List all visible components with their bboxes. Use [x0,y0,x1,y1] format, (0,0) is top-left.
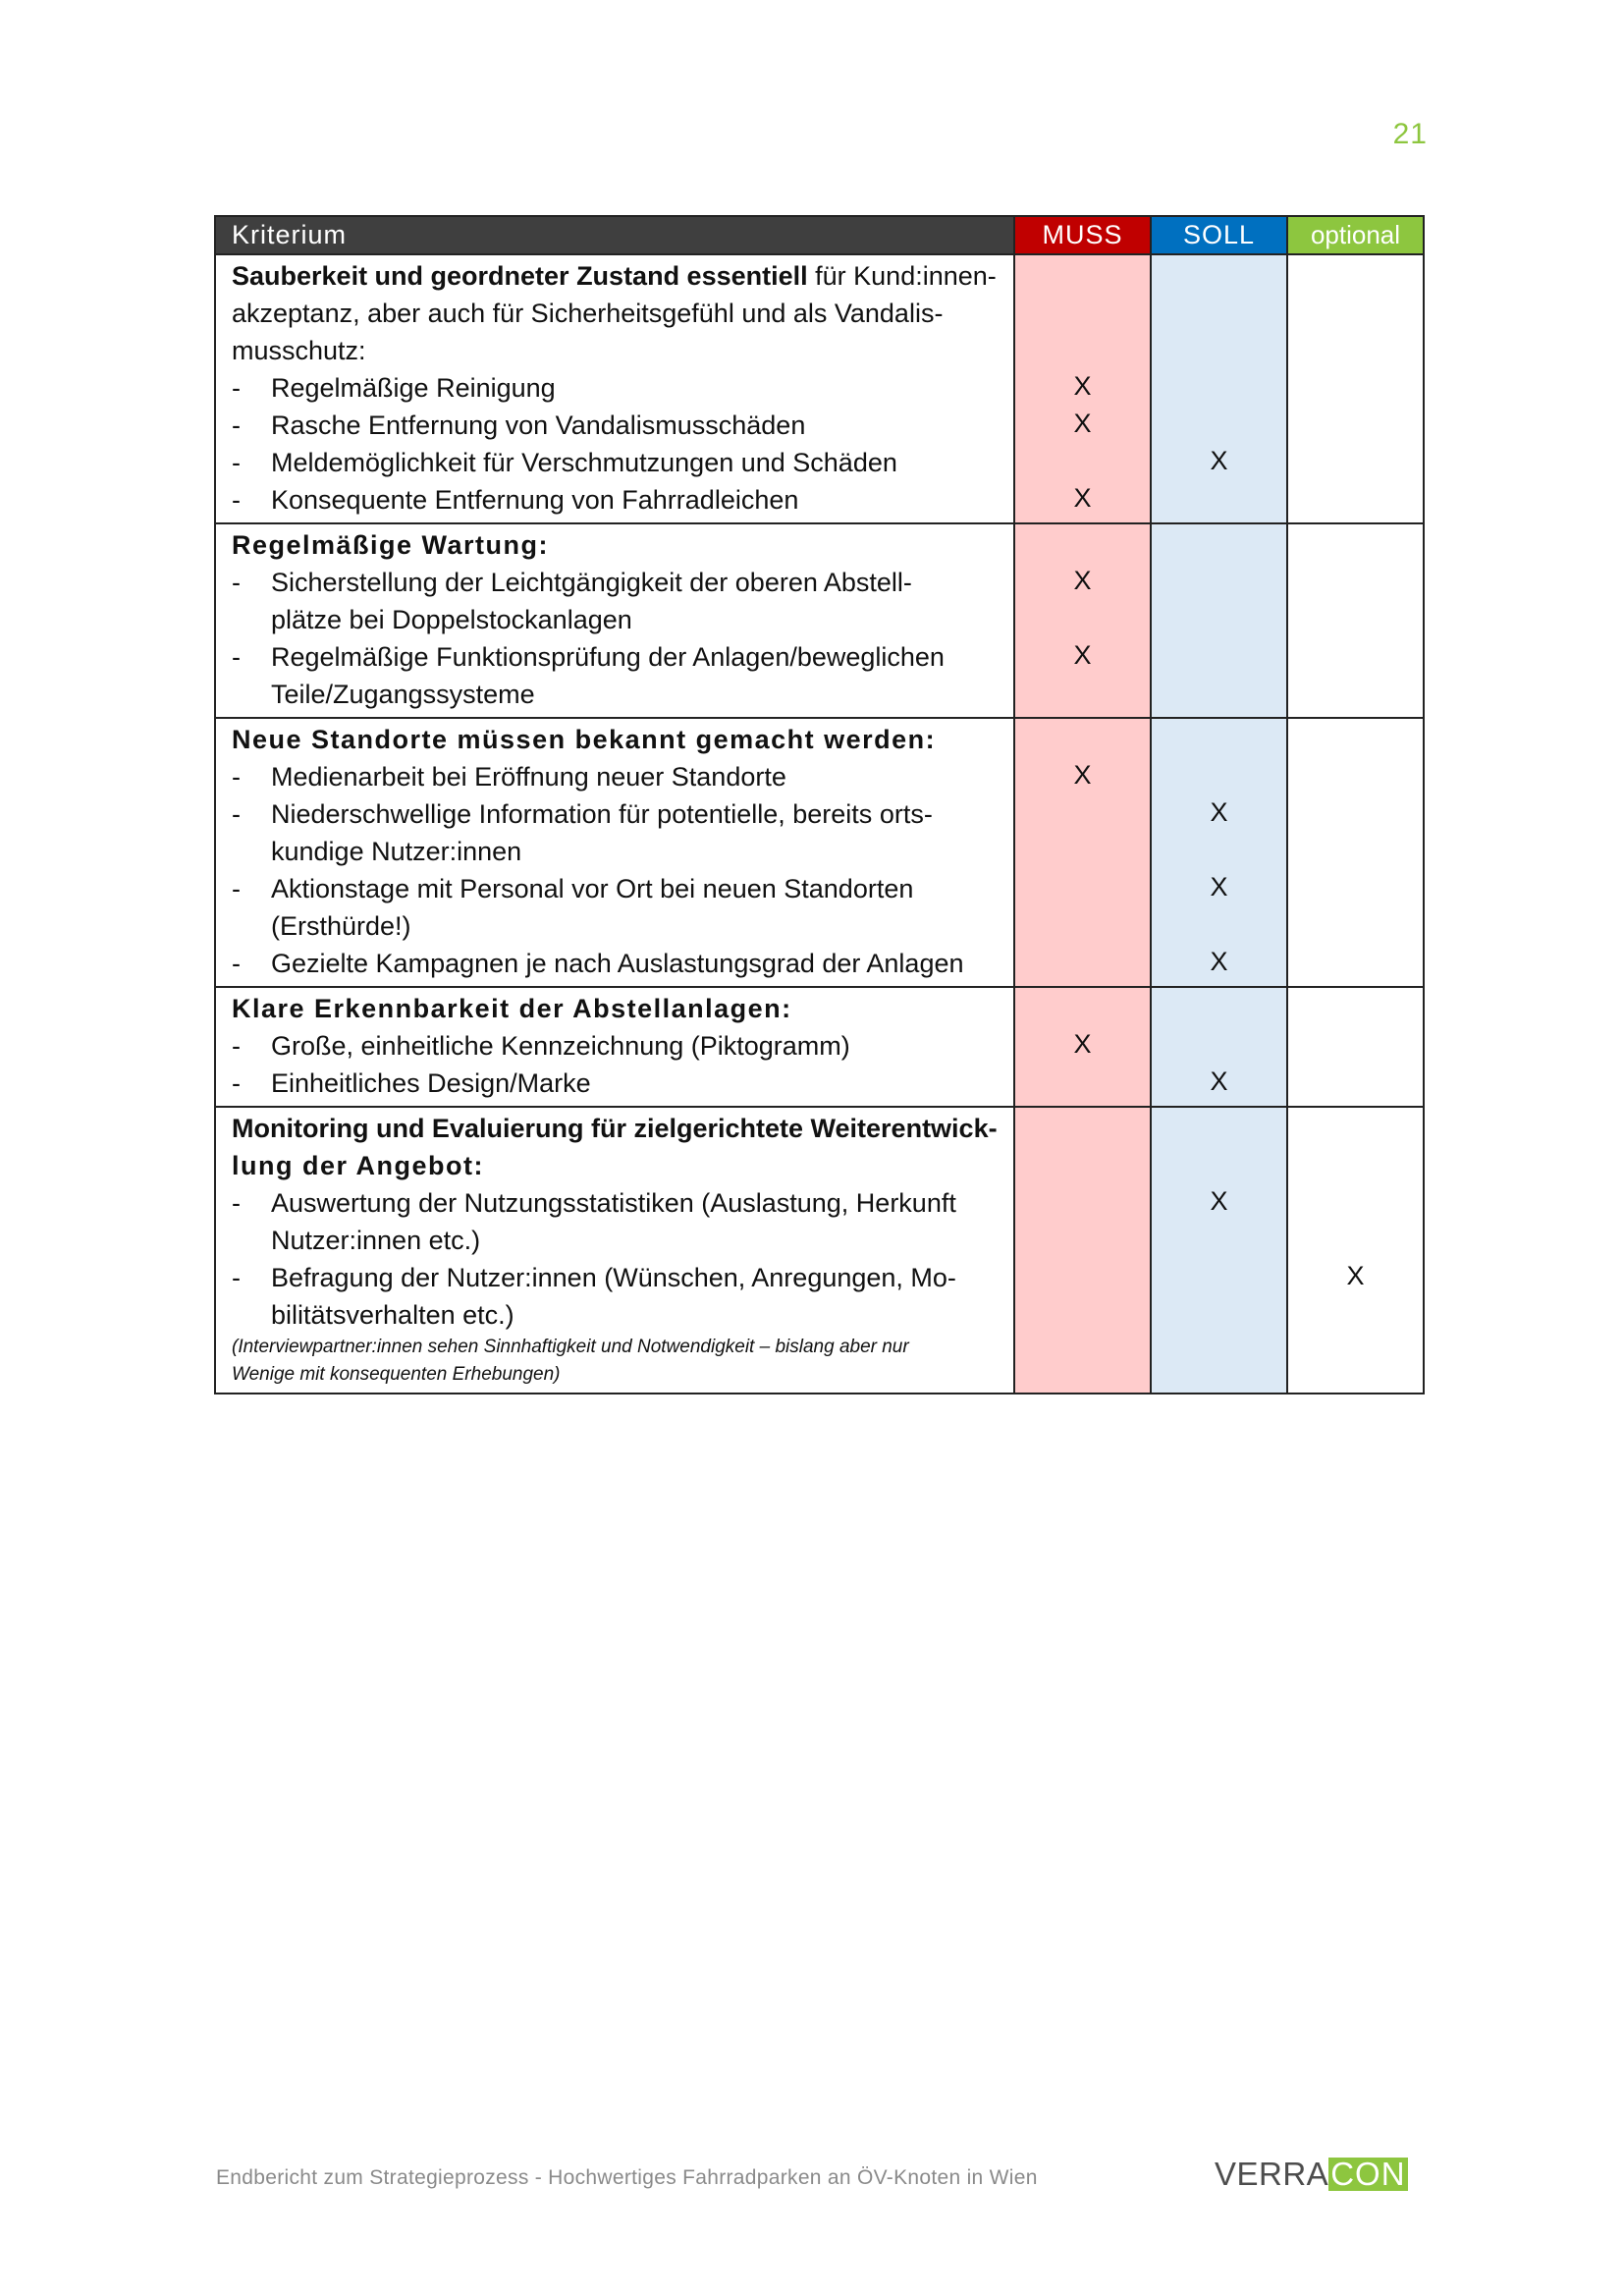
dash-bullet-icon: - [232,448,241,477]
criterion-heading-rest: für Kund:innen- [807,261,997,291]
muss-mark [1015,674,1150,711]
soll-mark [1152,1145,1286,1182]
soll-mark [1152,367,1286,405]
criterion-cell [215,987,1014,1107]
optional-mark [1288,1359,1423,1387]
muss-mark: X [1073,483,1092,513]
criterion-heading: lung der Angebot: [232,1151,484,1180]
muss-cell [1014,254,1151,523]
soll-mark [1152,293,1286,330]
bullet-item [232,1065,1001,1102]
soll-cell [1151,254,1287,523]
bullet-text: Meldemöglichkeit für Verschmutzungen und Schäden [271,448,897,477]
bullet-item [232,638,1001,676]
dash-bullet-icon: - [232,1188,241,1218]
optional-mark [1288,868,1423,905]
table-row [215,1107,1424,1394]
criteria-table [214,215,1425,1394]
optional-mark [1288,1332,1423,1359]
header-optional: optional [1287,216,1424,254]
bullet-item [232,758,1001,795]
muss-mark [1015,599,1150,636]
bullet-text: Befragung der Nutzer:innen (Wünschen, Anregungen, Mo- [271,1263,956,1292]
dash-bullet-icon: - [232,568,241,597]
bullet-item [232,564,1001,601]
optional-mark [1288,1063,1423,1100]
soll-mark [1152,674,1286,711]
footnote-text: Wenige mit konsequenten Erhebungen) [232,1364,561,1385]
optional-mark: X [1346,1261,1365,1290]
optional-mark [1288,405,1423,442]
muss-mark [1015,442,1150,479]
muss-mark [1015,943,1150,980]
muss-mark: X [1073,1029,1092,1059]
criterion-cell [215,254,1014,523]
optional-mark [1288,479,1423,517]
soll-mark [1152,1108,1286,1145]
optional-mark [1288,1025,1423,1063]
muss-mark [1015,330,1150,367]
dash-bullet-icon: - [232,874,241,903]
dash-bullet-icon: - [232,799,241,829]
soll-mark [1152,599,1286,636]
dash-bullet-icon: - [232,410,241,440]
dash-bullet-icon: - [232,642,241,672]
bullet-continuation: Teile/Zugangssysteme [271,680,535,709]
muss-mark [1015,524,1150,562]
optional-mark [1288,674,1423,711]
soll-mark [1152,1332,1286,1359]
bullet-continuation: (Ersthürde!) [271,911,411,941]
optional-mark [1288,756,1423,793]
optional-cell [1287,987,1424,1107]
footnote-text: (Interviewpartner:innen sehen Sinnhaftigkeit und Notwendigkeit – bislang aber nur [232,1337,909,1357]
optional-mark [1288,636,1423,674]
table-row [215,523,1424,718]
soll-cell [1151,1107,1287,1394]
optional-mark [1288,1294,1423,1332]
bullet-item [232,1259,1001,1296]
criterion-heading [232,257,1001,295]
dash-bullet-icon: - [232,485,241,515]
optional-mark [1288,988,1423,1025]
soll-mark [1152,255,1286,293]
table-row [215,254,1424,523]
logo-con: CON [1330,2156,1406,2192]
table-row [215,987,1424,1107]
optional-mark [1288,1108,1423,1145]
dash-bullet-icon: - [232,1031,241,1061]
soll-mark: X [1210,797,1228,827]
optional-mark [1288,831,1423,868]
bullet-text: Medienarbeit bei Eröffnung neuer Standorte [271,762,786,792]
optional-mark [1288,524,1423,562]
soll-mark [1152,719,1286,756]
muss-mark: X [1073,371,1092,401]
optional-cell [1287,523,1424,718]
table-header-row [215,216,1424,254]
bullet-item [232,1184,1001,1222]
muss-mark: X [1073,566,1092,595]
optional-mark [1288,793,1423,831]
soll-mark: X [1210,872,1228,902]
dash-bullet-icon: - [232,1263,241,1292]
muss-mark [1015,1294,1150,1332]
bullet-item [232,481,1001,519]
soll-mark [1152,988,1286,1025]
soll-mark [1152,1294,1286,1332]
muss-mark [1015,1332,1150,1359]
criterion-heading: Regelmäßige Wartung: [232,530,550,560]
bullet-text: Auswertung der Nutzungsstatistiken (Auslastung, Herkunft [271,1188,956,1218]
criterion-cell [215,1107,1014,1394]
footer-text: Endbericht zum Strategieprozess - Hochwertiges Fahrradparken an ÖV-Knoten in Wien [216,2166,1038,2189]
bullet-item [232,870,1001,907]
header-muss: MUSS [1014,216,1151,254]
bullet-text: Regelmäßige Funktionsprüfung der Anlagen/beweglichen [271,642,945,672]
soll-mark [1152,405,1286,442]
bullet-item [232,407,1001,444]
muss-mark [1015,1108,1150,1145]
criterion-heading [232,1110,1001,1147]
bullet-text: Sicherstellung der Leichtgängigkeit der oberen Abstell- [271,568,912,597]
muss-mark [1015,1220,1150,1257]
optional-cell [1287,254,1424,523]
muss-mark [1015,988,1150,1025]
header-soll: SOLL [1151,216,1287,254]
bullet-continuation: Nutzer:innen etc.) [271,1226,481,1255]
bullet-text: Rasche Entfernung von Vandalismusschäden [271,410,806,440]
muss-cell [1014,718,1151,987]
optional-mark [1288,330,1423,367]
muss-mark [1015,1257,1150,1294]
optional-mark [1288,719,1423,756]
bullet-continuation: plätze bei Doppelstockanlagen [271,605,632,634]
criterion-text: musschutz: [232,336,366,365]
muss-cell [1014,1107,1151,1394]
criterion-cell [215,523,1014,718]
soll-mark [1152,905,1286,943]
soll-mark [1152,524,1286,562]
optional-mark [1288,293,1423,330]
soll-cell [1151,718,1287,987]
soll-mark [1152,479,1286,517]
optional-mark [1288,562,1423,599]
muss-mark [1015,719,1150,756]
muss-mark [1015,255,1150,293]
muss-mark: X [1073,760,1092,790]
logo-verra: VERRA [1215,2156,1329,2192]
optional-mark [1288,255,1423,293]
optional-mark [1288,1220,1423,1257]
bullet-text: Einheitliches Design/Marke [271,1068,591,1098]
dash-bullet-icon: - [232,762,241,792]
bullet-item [232,795,1001,833]
table-row [215,718,1424,987]
muss-mark [1015,868,1150,905]
bullet-text: Niederschwellige Information für potentielle, bereits orts- [271,799,933,829]
optional-mark [1288,442,1423,479]
soll-mark: X [1210,1186,1228,1216]
soll-mark: X [1210,947,1228,976]
soll-mark [1152,562,1286,599]
bullet-item [232,1027,1001,1065]
optional-cell [1287,718,1424,987]
muss-cell [1014,987,1151,1107]
bullet-item [232,945,1001,982]
criterion-heading-bold: Monitoring und Evaluierung für zielgerichtete Weiterentwick- [232,1114,998,1143]
optional-mark [1288,599,1423,636]
criterion-heading: Neue Standorte müssen bekannt gemacht werden: [232,725,937,754]
dash-bullet-icon: - [232,373,241,403]
soll-mark: X [1210,446,1228,475]
optional-cell [1287,1107,1424,1394]
optional-mark [1288,1182,1423,1220]
soll-cell [1151,987,1287,1107]
bullet-continuation: kundige Nutzer:innen [271,837,522,866]
muss-mark: X [1073,409,1092,438]
bullet-text: Konsequente Entfernung von Fahrradleichen [271,485,799,515]
soll-mark [1152,1257,1286,1294]
muss-mark [1015,1145,1150,1182]
bullet-text: Gezielte Kampagnen je nach Auslastungsgrad der Anlagen [271,949,964,978]
muss-mark [1015,1063,1150,1100]
table-body [215,254,1424,1394]
criterion-heading: Klare Erkennbarkeit der Abstellanlagen: [232,994,792,1023]
bullet-item [232,444,1001,481]
optional-mark [1288,1145,1423,1182]
muss-mark [1015,793,1150,831]
soll-mark [1152,330,1286,367]
muss-mark [1015,1182,1150,1220]
header-criterion: Kriterium [215,216,1014,254]
muss-mark [1015,1359,1150,1387]
muss-mark [1015,831,1150,868]
soll-cell [1151,523,1287,718]
bullet-continuation: bilitätsverhalten etc.) [271,1300,514,1330]
bullet-text: Große, einheitliche Kennzeichnung (Piktogramm) [271,1031,850,1061]
soll-mark [1152,756,1286,793]
verracon-logo [1215,2158,1408,2191]
criterion-heading-bold: Sauberkeit und geordneter Zustand essentiell [232,261,808,291]
dash-bullet-icon: - [232,949,241,978]
optional-mark [1288,943,1423,980]
dash-bullet-icon: - [232,1068,241,1098]
muss-mark: X [1073,640,1092,670]
soll-mark [1152,831,1286,868]
soll-mark [1152,1025,1286,1063]
optional-mark [1288,367,1423,405]
soll-mark: X [1210,1066,1228,1096]
bullet-item [232,369,1001,407]
criterion-cell [215,718,1014,987]
page-number: 21 [1392,118,1428,150]
soll-mark [1152,1359,1286,1387]
bullet-text: Aktionstage mit Personal vor Ort bei neuen Standorten [271,874,914,903]
muss-mark [1015,293,1150,330]
optional-mark [1288,905,1423,943]
criterion-text: akzeptanz, aber auch für Sicherheitsgefühl und als Vandalis- [232,299,944,328]
soll-mark [1152,1220,1286,1257]
soll-mark [1152,636,1286,674]
muss-mark [1015,905,1150,943]
bullet-text: Regelmäßige Reinigung [271,373,556,403]
muss-cell [1014,523,1151,718]
